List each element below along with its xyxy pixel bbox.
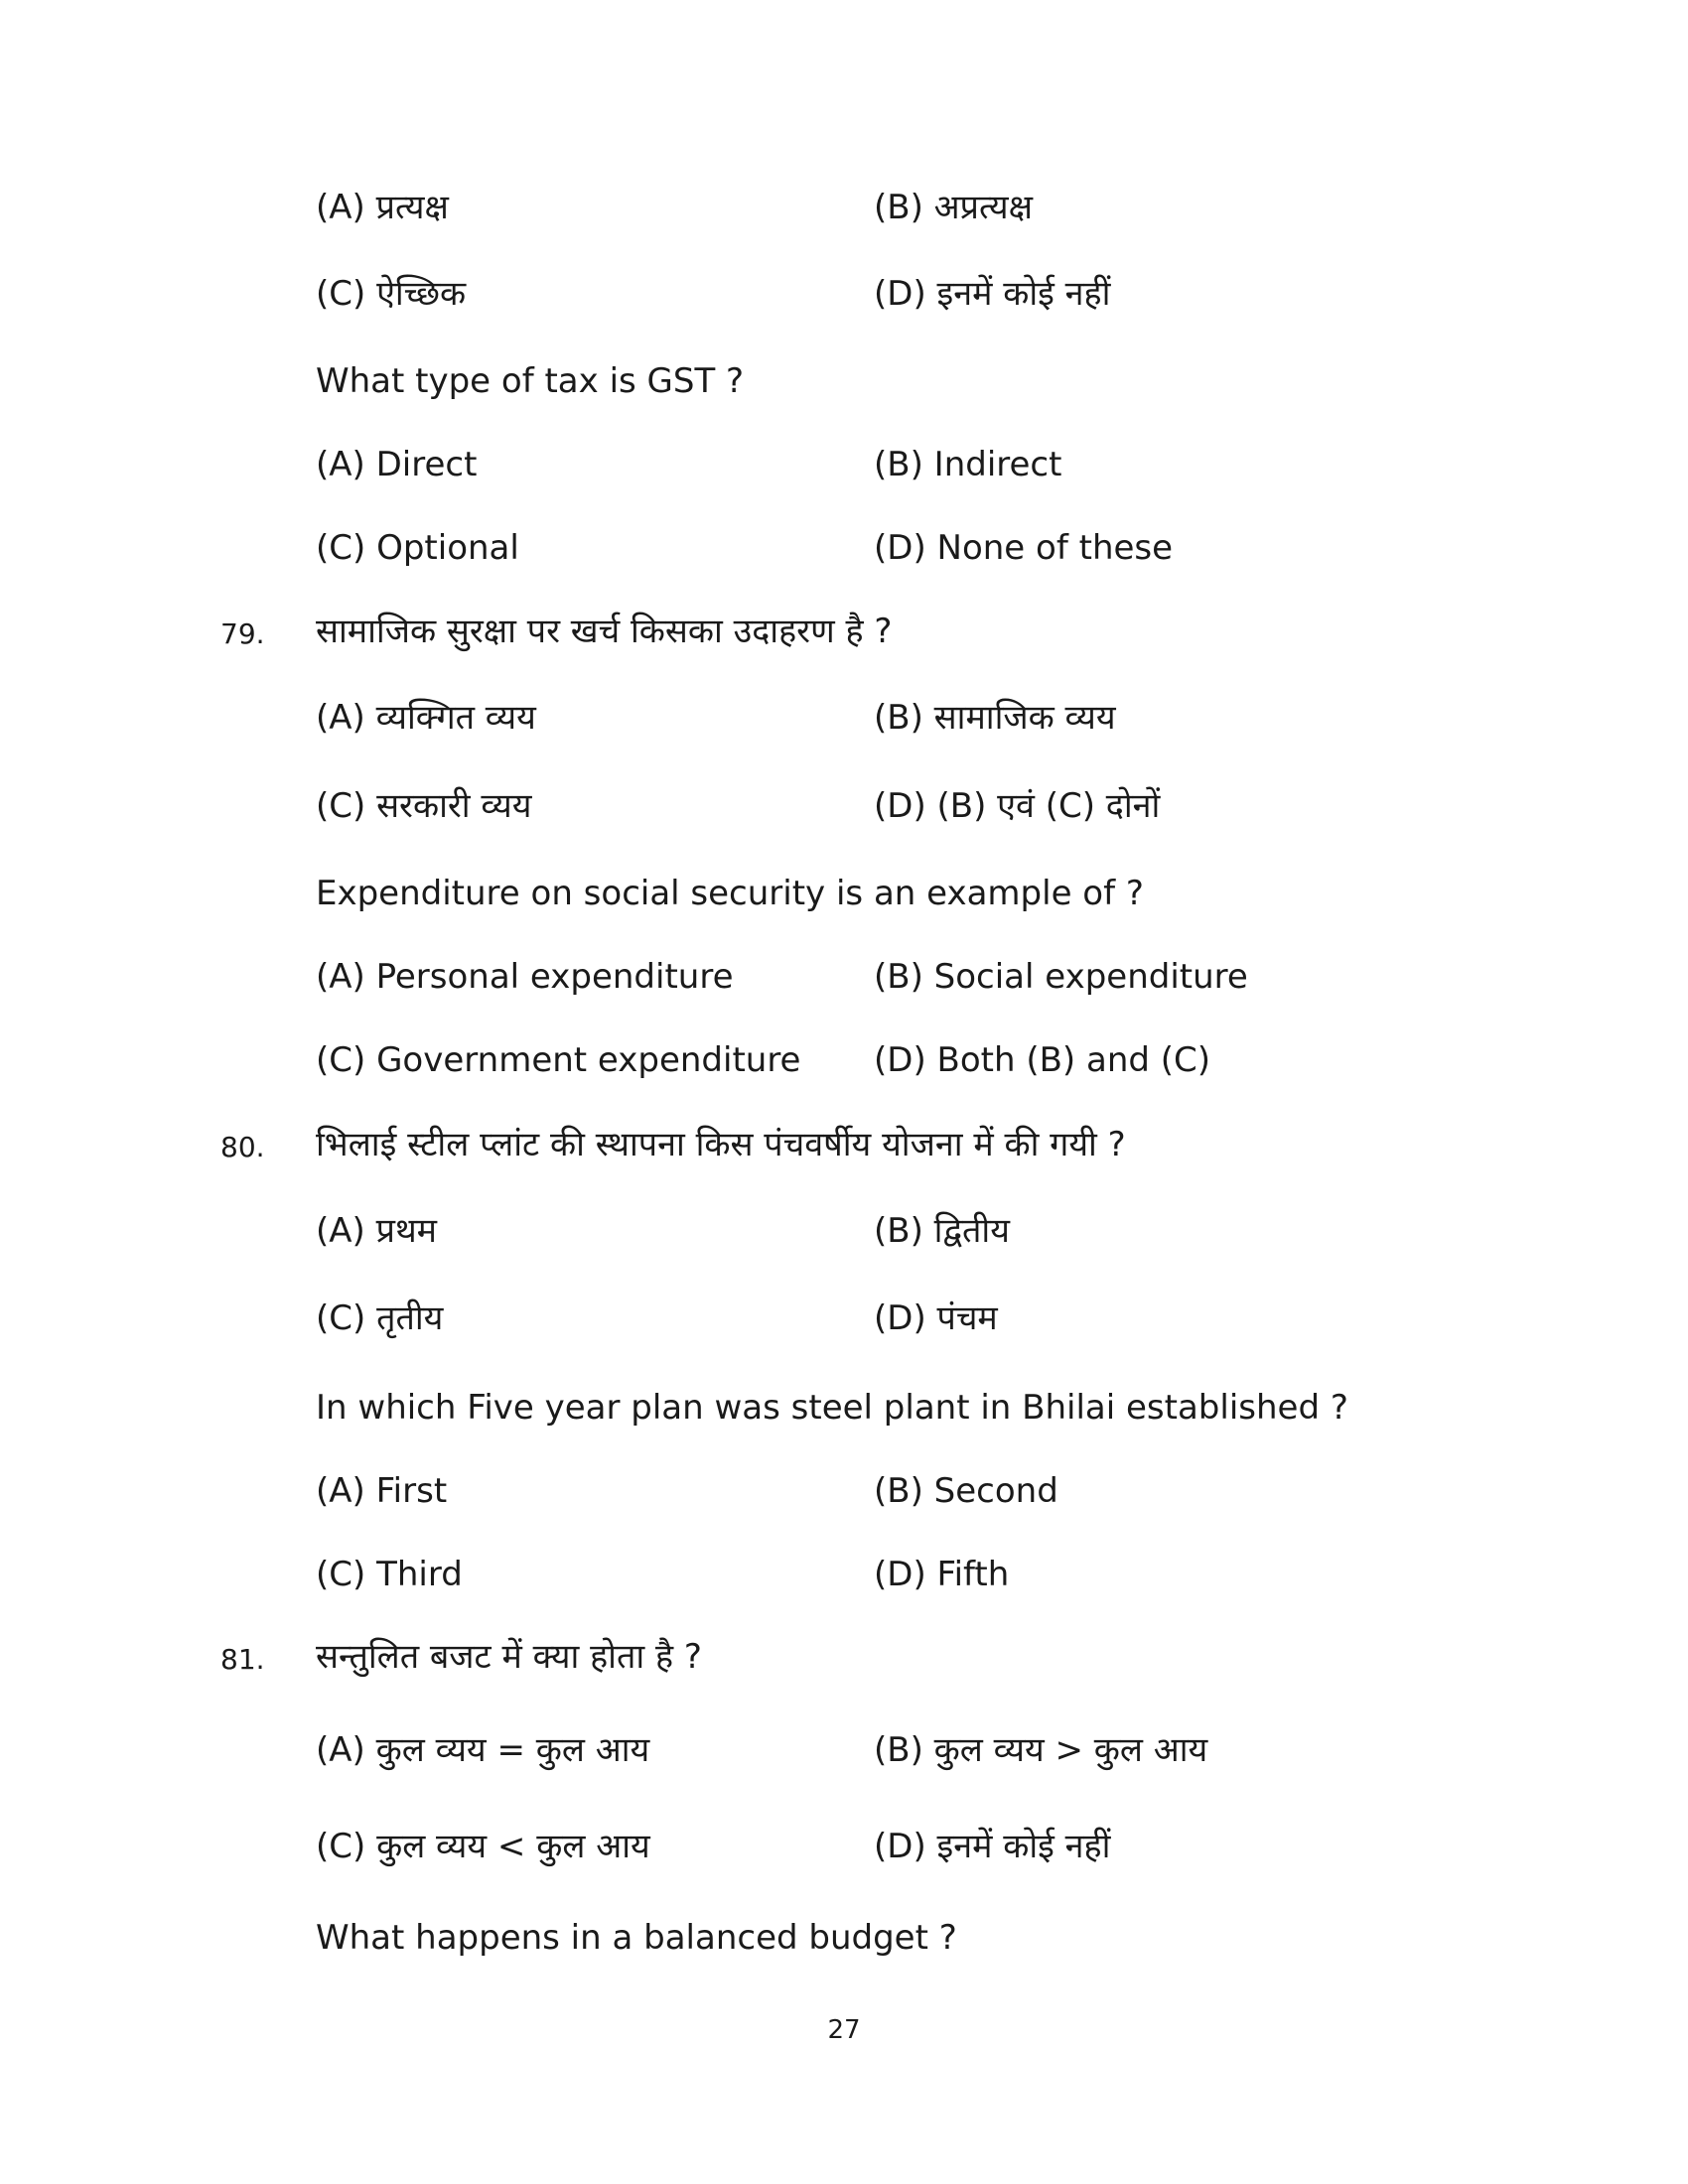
q81-en-question: What happens in a balanced budget ? [316, 1918, 957, 1958]
q81-hi-question: सन्तुलित बजट में क्या होता है ? [316, 1637, 702, 1677]
q80-number: 80. [220, 1131, 265, 1163]
q80-hi-option-b: (B) द्वितीय [874, 1211, 1010, 1251]
q78-en-option-b: (B) Indirect [874, 445, 1062, 484]
q80-hi-question: भिलाई स्टील प्लांट की स्थापना किस पंचवर्षीय योजना में की गयी ? [316, 1125, 1126, 1164]
q81-hi-option-a: (A) कुल व्यय = कुल आय [316, 1730, 650, 1770]
q79-en-question: Expenditure on social security is an example of ? [316, 874, 1144, 913]
page-number: 27 [827, 2015, 861, 2045]
q80-hi-option-a: (A) प्रथम [316, 1211, 437, 1251]
q80-en-option-b: (B) Second [874, 1471, 1058, 1511]
q79-hi-option-a: (A) व्यक्गित व्यय [316, 698, 536, 738]
q79-hi-option-b: (B) सामाजिक व्यय [874, 698, 1116, 738]
q81-hi-option-c: (C) कुल व्यय < कुल आय [316, 1827, 650, 1866]
q78-hi-option-a: (A) प्रत्यक्ष [316, 188, 449, 227]
q79-en-option-a: (A) Personal expenditure [316, 957, 734, 997]
q80-en-option-a: (A) First [316, 1471, 448, 1511]
q79-hi-option-c: (C) सरकारी व्यय [316, 786, 532, 826]
q78-hi-option-b: (B) अप्रत्यक्ष [874, 188, 1033, 227]
q80-hi-option-c: (C) तृतीय [316, 1298, 444, 1338]
q80-en-option-d: (D) Fifth [874, 1555, 1010, 1594]
q79-hi-question: सामाजिक सुरक्षा पर खर्च किसका उदाहरण है ? [316, 612, 893, 651]
q79-en-option-d: (D) Both (B) and (C) [874, 1040, 1211, 1080]
q81-hi-option-d: (D) इनमें कोई नहीं [874, 1827, 1111, 1866]
q80-hi-option-d: (D) पंचम [874, 1298, 998, 1338]
q79-en-option-c: (C) Government expenditure [316, 1040, 801, 1080]
q81-hi-option-b: (B) कुल व्यय > कुल आय [874, 1730, 1208, 1770]
q79-en-option-b: (B) Social expenditure [874, 957, 1248, 997]
q80-en-question: In which Five year plan was steel plant in Bhilai established ? [316, 1388, 1348, 1428]
q81-number: 81. [220, 1643, 265, 1676]
q79-number: 79. [220, 617, 265, 650]
q80-en-option-c: (C) Third [316, 1555, 463, 1594]
q79-hi-option-d: (D) (B) एवं (C) दोनों [874, 786, 1161, 826]
q78-en-option-a: (A) Direct [316, 445, 478, 484]
q78-hi-option-d: (D) इनमें कोई नहीं [874, 274, 1111, 314]
q78-en-option-d: (D) None of these [874, 528, 1174, 568]
q78-hi-option-c: (C) ऐच्छिक [316, 274, 467, 314]
q78-en-option-c: (C) Optional [316, 528, 519, 568]
q78-en-question: What type of tax is GST ? [316, 361, 745, 401]
